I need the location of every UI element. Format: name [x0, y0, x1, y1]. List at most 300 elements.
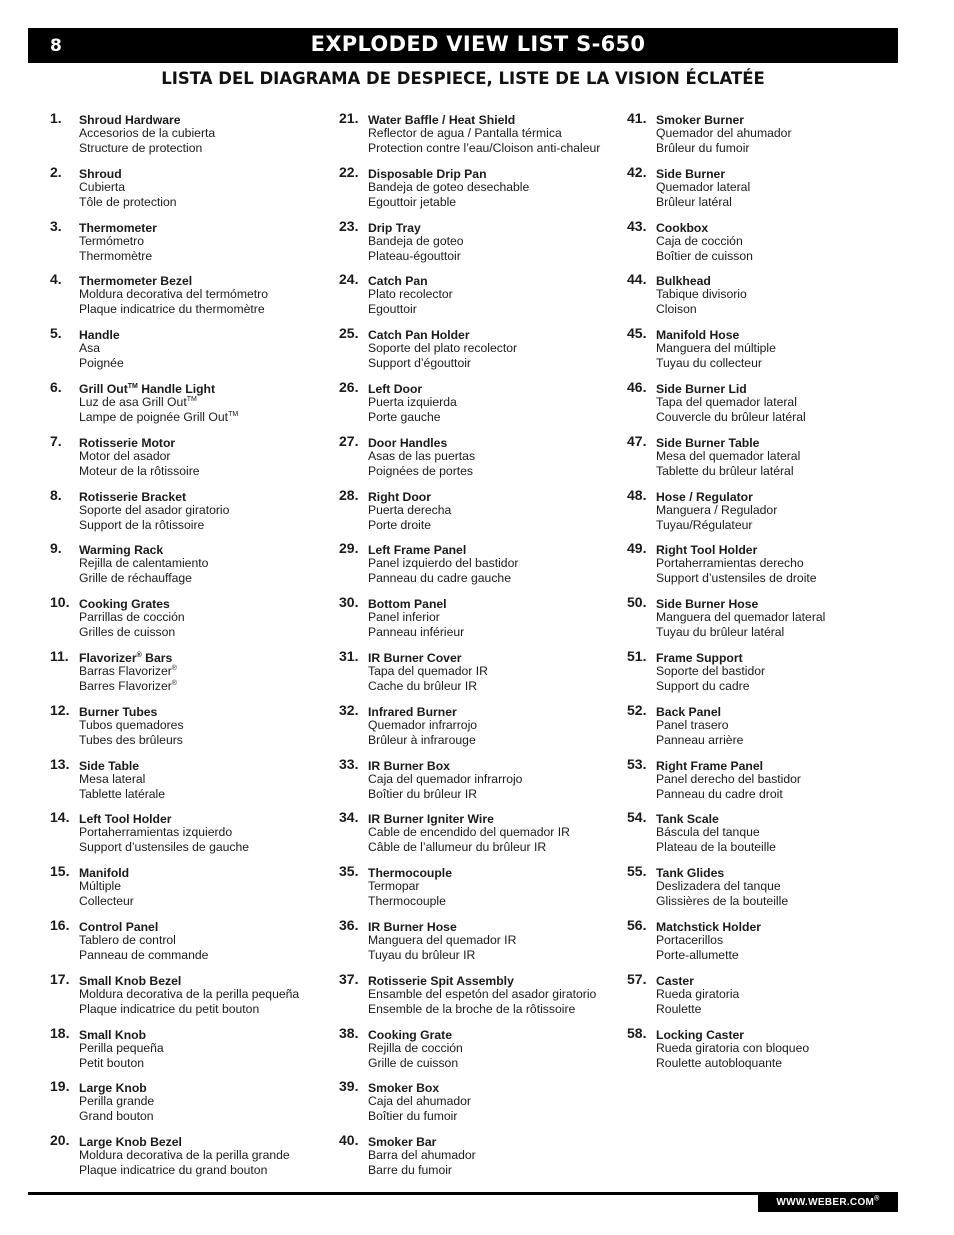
part-number: 43. — [627, 217, 647, 234]
part-name-en — [656, 382, 747, 396]
part-name-es-text: Portaherramientas derecho — [656, 556, 804, 571]
part-name-fr-text: Roulette autobloquante — [656, 1055, 783, 1070]
part-name-es-text: Quemador infrarrojo — [368, 717, 478, 732]
part-name-fr — [656, 249, 753, 263]
part-item — [339, 1132, 629, 1186]
part-name-fr — [368, 733, 476, 747]
part-name-en — [79, 328, 120, 342]
part-name-es-text: Tapa del quemador lateral — [656, 394, 797, 409]
part-name-es-text: Asa — [79, 341, 101, 356]
part-name-es-text: Panel inferior — [368, 610, 440, 625]
part-name-es-text: Rueda giratoria con bloqueo — [656, 1040, 810, 1055]
part-name-es — [368, 1094, 471, 1108]
part-item — [339, 1078, 629, 1132]
part-name-es-text: Barra del ahumador — [368, 1148, 476, 1163]
part-name-fr — [79, 733, 183, 747]
part-name-es — [656, 395, 797, 409]
part-number: 42. — [627, 163, 647, 180]
part-name-fr-text: Couvercle du brûleur latéral — [656, 409, 806, 424]
part-item — [50, 218, 340, 272]
part-number: 57. — [627, 970, 647, 987]
part-name-fr-text: Support d’égouttoir — [368, 356, 471, 371]
part-item — [50, 1132, 340, 1186]
part-name-fr-text: Cloison — [656, 302, 697, 317]
part-name-es — [79, 825, 232, 839]
part-name-en — [656, 328, 739, 342]
part-name-en-text: Side Burner — [656, 166, 726, 181]
part-name-fr — [79, 948, 208, 962]
part-item — [50, 164, 340, 218]
part-name-fr — [368, 302, 417, 316]
part-name-es-text: Cubierta — [79, 179, 126, 194]
part-name-fr-text: Panneau du cadre gauche — [368, 571, 511, 586]
part-name-es — [368, 126, 562, 140]
part-name-fr-text: Tuyau du brûleur IR — [368, 947, 476, 962]
part-name-fr — [656, 141, 749, 155]
part-name-es-text: Mesa del quemador lateral — [656, 448, 801, 463]
part-number: 40. — [339, 1132, 359, 1149]
part-name-fr — [368, 948, 475, 962]
part-name-es-text: Rejilla de cocción — [368, 1040, 463, 1055]
part-item — [50, 594, 340, 648]
part-name-es — [79, 341, 100, 355]
part-name-es-text: Moldura decorativa de la perilla pequeña — [79, 986, 300, 1001]
part-name-es — [79, 1094, 154, 1108]
part-name-es-text: Tablero de control — [79, 932, 176, 947]
part-number: 15. — [50, 863, 70, 880]
part-name-en — [656, 812, 719, 826]
page-number: 8 — [50, 36, 62, 56]
part-name-fr — [368, 1163, 452, 1177]
part-name-en — [368, 759, 450, 773]
part-item — [339, 594, 629, 648]
part-number: 8. — [50, 486, 62, 503]
part-name-es — [368, 933, 516, 947]
part-name-es — [368, 449, 475, 463]
footer-website[interactable] — [758, 1194, 898, 1212]
part-name-en — [79, 597, 170, 611]
part-item — [627, 702, 917, 756]
part-name-es-text: Accesorios de la cubierta — [79, 126, 216, 140]
part-name-fr-text: Lampe de poignée Grill Out — [79, 409, 229, 424]
part-name-es-text: Luz de asa Grill Out — [79, 394, 187, 409]
part-name-es-text: Manguera del quemador IR — [368, 932, 517, 947]
part-name-fr-text: Support du cadre — [656, 678, 750, 693]
part-name-es-text: Báscula del tanque — [656, 825, 760, 840]
part-number: 4. — [50, 271, 62, 288]
part-item — [50, 540, 340, 594]
part-name-en — [656, 651, 743, 665]
part-name-fr-text: Support d’ustensiles de droite — [656, 571, 817, 586]
part-name-es — [368, 987, 596, 1001]
part-item — [627, 487, 917, 541]
part-item — [339, 379, 629, 433]
part-name-es-text: Parrillas de cocción — [79, 610, 185, 625]
part-name-fr-text: Brûleur latéral — [656, 194, 732, 209]
part-item — [627, 110, 917, 164]
part-item — [339, 648, 629, 702]
part-number: 10. — [50, 594, 70, 611]
part-name-es — [656, 449, 800, 463]
trademark-mark: ® — [136, 651, 142, 659]
part-name-fr-text: Support d’ustensiles de gauche — [79, 840, 250, 855]
part-name-es-text: Puerta izquierda — [368, 394, 457, 409]
part-number: 13. — [50, 755, 70, 772]
part-name-es — [79, 1041, 164, 1055]
part-name-en — [656, 866, 724, 880]
part-name-en-text: Left Door — [368, 381, 423, 396]
part-item — [627, 594, 917, 648]
trademark-mark: TM — [186, 395, 197, 403]
part-number: 53. — [627, 755, 647, 772]
part-name-fr — [79, 356, 124, 370]
part-item — [339, 756, 629, 810]
part-name-en — [368, 705, 457, 719]
part-item — [50, 110, 340, 164]
part-name-fr — [368, 249, 461, 263]
part-number: 55. — [627, 863, 647, 880]
part-item — [339, 540, 629, 594]
part-number: 47. — [627, 432, 647, 449]
part-name-es — [656, 503, 777, 517]
part-name-es — [368, 772, 522, 786]
part-name-es — [656, 933, 723, 947]
part-name-en-text: Warming Rack — [79, 543, 164, 558]
part-name-fr — [79, 1109, 154, 1123]
part-item — [627, 917, 917, 971]
part-number: 7. — [50, 432, 62, 449]
part-name-fr — [79, 1163, 267, 1177]
part-name-fr — [656, 733, 743, 747]
part-name-en-text: Rotisserie Spit Assembly — [368, 973, 514, 988]
part-name-en-text: Small Knob Bezel — [79, 973, 182, 988]
part-item — [339, 1025, 629, 1079]
part-name-en — [79, 920, 158, 934]
part-name-en-text: Rotisserie Motor — [79, 435, 176, 450]
part-name-fr-text: Boîtier du brûleur IR — [368, 786, 478, 801]
part-name-en-text: Control Panel — [79, 919, 159, 934]
part-item — [339, 863, 629, 917]
part-name-fr-text: Grille de réchauffage — [79, 571, 192, 586]
part-name-fr — [368, 1109, 457, 1123]
part-name-fr-text: Tablette latérale — [79, 786, 166, 801]
part-name-es-text: Soporte del asador giratorio — [79, 502, 230, 517]
part-item — [339, 110, 629, 164]
part-name-en-text: Thermometer Bezel — [79, 274, 193, 289]
part-number: 56. — [627, 916, 647, 933]
part-number: 37. — [339, 970, 359, 987]
part-name-es — [79, 879, 121, 893]
part-name-es — [79, 556, 208, 570]
part-name-en — [656, 759, 763, 773]
part-item — [339, 487, 629, 541]
part-item — [627, 863, 917, 917]
part-name-es — [79, 395, 197, 409]
trademark-mark: TM — [127, 382, 138, 390]
part-name-fr-text: Barres Flavorizer — [79, 678, 172, 693]
part-name-es-text: Perilla pequeña — [79, 1040, 164, 1055]
part-name-fr-text: Egouttoir jetable — [368, 194, 457, 209]
part-item — [627, 540, 917, 594]
part-number: 34. — [339, 809, 359, 826]
part-name-fr — [79, 249, 152, 263]
part-name-en — [79, 651, 172, 665]
part-name-en — [656, 274, 711, 288]
part-name-fr-text: Petit bouton — [79, 1055, 145, 1070]
part-name-es-text: Quemador lateral — [656, 179, 751, 194]
part-name-en-text: Large Knob — [79, 1081, 147, 1096]
part-name-fr-text: Support de la rôtissoire — [79, 517, 205, 532]
part-number: 46. — [627, 378, 647, 395]
part-number: 25. — [339, 325, 359, 342]
part-name-es — [368, 341, 517, 355]
part-name-es-text: Caja del quemador infrarrojo — [368, 771, 523, 786]
part-name-es-text: Moldura decorativa de la perilla grande — [79, 1148, 290, 1163]
part-name-en-text: Caster — [656, 973, 694, 988]
part-name-en-text: IR Burner Hose — [368, 919, 457, 934]
part-name-en — [79, 1081, 147, 1095]
part-name-fr — [79, 679, 177, 693]
part-name-fr — [368, 356, 471, 370]
part-name-es — [79, 664, 177, 678]
part-name-en-text: Back Panel — [656, 704, 722, 719]
part-name-es — [368, 1041, 463, 1055]
part-name-en-text: Tank Glides — [656, 866, 725, 881]
part-name-fr-text: Thermocouple — [368, 894, 446, 909]
part-name-fr-text: Grand bouton — [79, 1109, 154, 1124]
part-name-fr-text: Plaque indicatrice du petit bouton — [79, 1001, 260, 1016]
part-name-es-text: Caja del ahumador — [368, 1094, 471, 1109]
part-name-es — [79, 772, 145, 786]
part-number: 54. — [627, 809, 647, 826]
part-number: 39. — [339, 1078, 359, 1095]
part-name-en-text: Shroud — [79, 166, 122, 181]
part-name-fr-text: Tablette du brûleur latéral — [656, 463, 794, 478]
part-item — [50, 917, 340, 971]
part-name-fr — [79, 571, 192, 585]
part-name-en-text: Frame Support — [656, 650, 743, 665]
part-name-es — [368, 556, 518, 570]
part-name-fr-text: Tuyau/Régulateur — [656, 517, 753, 532]
part-name-es-text: Manguera / Regulador — [656, 502, 778, 517]
part-name-en-text: Side Burner Lid — [656, 381, 747, 396]
part-name-fr — [656, 840, 776, 854]
part-name-fr — [656, 679, 750, 693]
part-name-fr — [368, 625, 464, 639]
part-name-en — [368, 113, 515, 127]
part-name-es — [656, 772, 801, 786]
part-name-fr — [656, 302, 697, 316]
part-number: 50. — [627, 594, 647, 611]
part-name-fr — [368, 787, 477, 801]
part-name-es — [656, 180, 750, 194]
part-name-es — [79, 503, 229, 517]
part-name-fr-text: Tubes des brûleurs — [79, 732, 183, 747]
part-number: 9. — [50, 540, 62, 557]
part-name-es-text: Plato recolector — [368, 287, 453, 302]
part-name-en — [79, 812, 172, 826]
part-number: 58. — [627, 1024, 647, 1041]
part-name-fr-text: Panneau arrière — [656, 732, 744, 747]
part-name-en-text: Small Knob — [79, 1027, 147, 1042]
part-name-fr-text: Plaque indicatrice du grand bouton — [79, 1163, 268, 1178]
part-name-fr — [368, 1056, 458, 1070]
part-name-en — [368, 1081, 439, 1095]
header-bar — [28, 28, 898, 63]
part-name-en-text: Door Handles — [368, 435, 448, 450]
part-name-fr — [368, 679, 477, 693]
part-name-fr — [656, 1056, 782, 1070]
part-number: 14. — [50, 809, 70, 826]
part-name-es-text: Bandeja de goteo — [368, 233, 464, 248]
part-name-en — [368, 597, 447, 611]
part-number: 41. — [627, 110, 647, 126]
part-name-en-text: Thermometer — [79, 220, 157, 235]
part-number: 5. — [50, 325, 62, 342]
part-name-en — [656, 167, 725, 181]
part-name-es-text: Deslizadera del tanque — [656, 879, 781, 894]
part-name-fr — [79, 1056, 144, 1070]
part-name-fr-text: Câble de l’allumeur du brûleur IR — [368, 840, 547, 855]
part-name-fr-text: Porte gauche — [368, 409, 441, 424]
part-name-en-text: Bottom Panel — [368, 597, 447, 612]
part-name-en — [656, 597, 758, 611]
part-name-es-text: Panel izquierdo del bastidor — [368, 556, 519, 571]
part-name-es-text: Moldura decorativa del termómetro — [79, 287, 268, 302]
part-name-en — [368, 866, 452, 880]
part-name-fr-text: Tuyau du collecteur — [656, 356, 762, 371]
part-name-es-text: Panel derecho del bastidor — [656, 771, 801, 786]
part-name-es-text: Barras Flavorizer — [79, 663, 172, 678]
part-name-fr — [368, 894, 446, 908]
part-name-es — [79, 234, 144, 248]
part-name-en-text: Cooking Grate — [368, 1027, 452, 1042]
part-item — [50, 863, 340, 917]
part-number: 36. — [339, 916, 359, 933]
part-item — [50, 379, 340, 433]
part-name-en — [79, 274, 192, 288]
part-name-en — [79, 221, 157, 235]
part-number: 51. — [627, 647, 647, 664]
part-name-es — [79, 610, 185, 624]
part-name-en — [368, 1028, 452, 1042]
part-item — [50, 702, 340, 756]
part-name-en-text: Manifold — [79, 866, 130, 881]
part-name-es — [368, 234, 464, 248]
part-number: 32. — [339, 701, 359, 718]
part-name-es — [368, 180, 529, 194]
part-name-en — [79, 866, 129, 880]
part-name-fr-text: Brûleur à infrarouge — [368, 732, 476, 747]
part-number: 3. — [50, 217, 62, 234]
part-item — [339, 164, 629, 218]
part-name-es — [656, 1041, 809, 1055]
part-name-fr — [368, 410, 441, 424]
part-name-en-text: Left Frame Panel — [368, 543, 467, 558]
part-name-en-text: Rotisserie Bracket — [79, 489, 187, 504]
part-item — [627, 218, 917, 272]
part-name-en-text-after: Bars — [141, 650, 173, 665]
part-name-en-text: IR Burner Igniter Wire — [368, 812, 494, 827]
part-name-es — [368, 664, 488, 678]
part-name-fr-text: Plaque indicatrice du thermomètre — [79, 302, 265, 317]
part-name-es-text: Soporte del plato recolector — [368, 341, 518, 356]
part-name-es — [656, 610, 825, 624]
part-name-en — [79, 436, 175, 450]
part-name-en-text: Large Knob Bezel — [79, 1135, 182, 1150]
part-item — [339, 433, 629, 487]
part-name-fr-text: Tôle de protection — [79, 194, 177, 209]
part-name-fr-text: Panneau inférieur — [368, 625, 465, 640]
part-name-en-text: Side Table — [79, 758, 140, 773]
part-name-en — [656, 1028, 744, 1042]
part-name-fr — [79, 787, 165, 801]
part-number: 20. — [50, 1132, 70, 1149]
part-name-en — [79, 1028, 146, 1042]
part-item — [339, 917, 629, 971]
part-name-fr-text: Glissières de la bouteille — [656, 894, 789, 909]
part-name-es — [656, 126, 792, 140]
part-name-en — [656, 705, 721, 719]
part-number: 22. — [339, 163, 359, 180]
part-number: 16. — [50, 916, 70, 933]
part-name-en-text: Side Burner Hose — [656, 597, 759, 612]
part-number: 31. — [339, 647, 359, 664]
part-name-es — [656, 234, 743, 248]
part-item — [627, 1025, 917, 1079]
part-name-es-text: Manguera del múltiple — [656, 341, 776, 356]
part-name-en — [79, 759, 139, 773]
part-name-es — [656, 341, 776, 355]
part-number: 23. — [339, 217, 359, 234]
part-name-en-text: Hose / Regulator — [656, 489, 753, 504]
part-number: 21. — [339, 110, 359, 126]
trademark-mark: ® — [171, 664, 177, 672]
part-number: 12. — [50, 701, 70, 718]
part-name-es-text: Rueda giratoria — [656, 986, 740, 1001]
part-number: 33. — [339, 755, 359, 772]
part-name-es-text: Tubos quemadores — [79, 717, 184, 732]
part-item — [339, 325, 629, 379]
part-number: 49. — [627, 540, 647, 557]
part-name-en-text: Side Burner Table — [656, 435, 760, 450]
part-number: 18. — [50, 1024, 70, 1041]
part-item — [50, 809, 340, 863]
part-item — [50, 325, 340, 379]
part-number: 48. — [627, 486, 647, 503]
part-number: 45. — [627, 325, 647, 342]
part-name-fr — [368, 1002, 575, 1016]
part-name-en-text: Manifold Hose — [656, 328, 740, 343]
part-name-es-text: Tabique divisorio — [656, 287, 747, 302]
part-item — [50, 756, 340, 810]
part-number: 30. — [339, 594, 359, 611]
part-name-fr — [368, 195, 456, 209]
part-name-en-text: Left Tool Holder — [79, 812, 172, 827]
part-item — [627, 433, 917, 487]
part-number: 35. — [339, 863, 359, 880]
part-name-es-text: Quemador del ahumador — [656, 126, 792, 140]
part-name-en-text: Locking Caster — [656, 1027, 745, 1042]
part-name-fr — [656, 1002, 701, 1016]
trademark-mark: TM — [228, 410, 239, 418]
part-name-en-text: Smoker Bar — [368, 1135, 437, 1150]
part-name-es — [79, 449, 170, 463]
part-name-fr — [368, 571, 511, 585]
part-name-es — [368, 503, 451, 517]
part-name-en — [656, 221, 708, 235]
part-name-en — [368, 221, 421, 235]
